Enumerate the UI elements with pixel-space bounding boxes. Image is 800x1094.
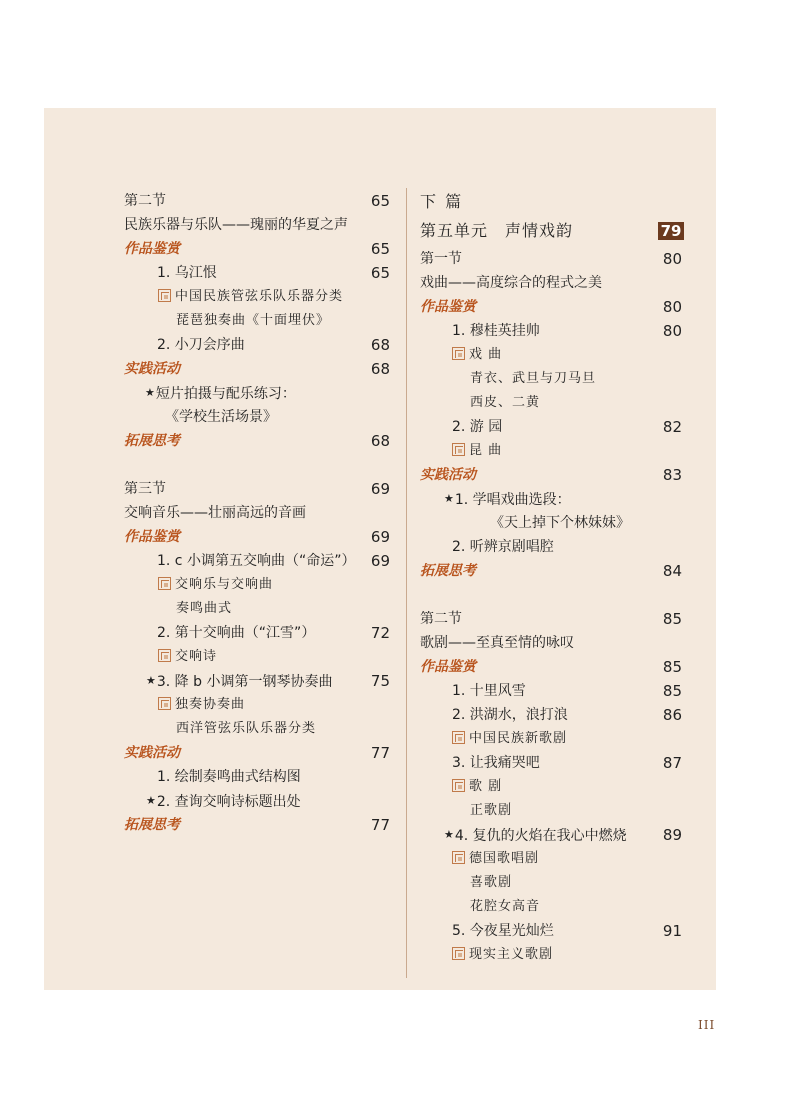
toc-item: 《学校生活场景》 bbox=[165, 409, 277, 425]
star-icon: ★ bbox=[145, 386, 155, 399]
star-icon: ★ bbox=[146, 794, 156, 807]
topic-item: 青衣、武旦与刀马旦 bbox=[470, 371, 597, 386]
page-num: 65 bbox=[370, 240, 390, 258]
topic-item: 喜歌剧 bbox=[470, 875, 513, 890]
topic-item: 昆 曲 bbox=[452, 439, 502, 463]
topic-item: 琵琶独奏曲《十面埋伏》 bbox=[176, 313, 331, 328]
section-2-page: 65 bbox=[370, 192, 390, 210]
star-icon: ★ bbox=[146, 674, 156, 687]
section-2-subtitle: 歌剧——至真至情的咏叹 bbox=[420, 631, 574, 655]
page-num: 80 bbox=[662, 322, 682, 340]
topic-item: 花腔女高音 bbox=[470, 899, 541, 914]
category-extension: 拓展思考 bbox=[124, 817, 180, 833]
topic-item: 独奏协奏曲 bbox=[158, 693, 245, 717]
topic-icon bbox=[452, 347, 465, 360]
toc-item: 《天上掉下个林妹妹》 bbox=[490, 515, 630, 531]
category-appreciation: 作品鉴赏 bbox=[420, 299, 476, 315]
star-icon: ★ bbox=[444, 492, 454, 505]
toc-item: 2. 第十交响曲（“江雪”） bbox=[157, 625, 316, 641]
topic-icon bbox=[158, 289, 171, 302]
topic-item: 交响诗 bbox=[158, 645, 217, 669]
topic-item: 交响乐与交响曲 bbox=[158, 573, 273, 597]
section-2-title: 第二节 bbox=[420, 611, 462, 627]
toc-item: 2. 小刀会序曲 bbox=[157, 337, 245, 353]
section-1-title: 第一节 bbox=[420, 251, 462, 267]
page-num: 86 bbox=[662, 706, 682, 724]
topic-icon bbox=[158, 649, 171, 662]
page-num: 68 bbox=[370, 360, 390, 378]
unit-title: 第五单元 声情戏韵 bbox=[420, 221, 574, 240]
toc-item: 3. 让我痛哭吧 bbox=[452, 755, 540, 771]
category-practice: 实践活动 bbox=[420, 467, 476, 483]
section-1-subtitle: 戏曲——高度综合的程式之美 bbox=[420, 271, 602, 295]
topic-icon bbox=[158, 697, 171, 710]
category-practice: 实践活动 bbox=[124, 745, 180, 761]
page-num: 77 bbox=[370, 816, 390, 834]
topic-item: 德国歌唱剧 bbox=[452, 847, 539, 871]
page-num: 87 bbox=[662, 754, 682, 772]
topic-item: 正歌剧 bbox=[470, 803, 513, 818]
page-num: 68 bbox=[370, 432, 390, 450]
section-3-page: 69 bbox=[370, 480, 390, 498]
topic-item: 歌 剧 bbox=[452, 775, 502, 799]
topic-item: 现实主义歌剧 bbox=[452, 943, 553, 967]
topic-item: 西皮、二黄 bbox=[470, 395, 541, 410]
page-num: 82 bbox=[662, 418, 682, 436]
category-practice: 实践活动 bbox=[124, 361, 180, 377]
topic-item: 中国民族管弦乐队乐器分类 bbox=[158, 285, 343, 309]
topic-icon bbox=[452, 443, 465, 456]
topic-item: 戏 曲 bbox=[452, 343, 502, 367]
category-appreciation: 作品鉴赏 bbox=[124, 241, 180, 257]
page-num: 69 bbox=[370, 528, 390, 546]
toc-item: ★短片拍摄与配乐练习： bbox=[145, 386, 296, 402]
page-num: 83 bbox=[662, 466, 682, 484]
page-num: 85 bbox=[662, 682, 682, 700]
toc-item: 5. 今夜星光灿烂 bbox=[452, 923, 554, 939]
toc-item: 1. c 小调第五交响曲（“命运”） bbox=[157, 553, 356, 569]
page-num: 85 bbox=[662, 658, 682, 676]
toc-item: ★3. 降 b 小调第一钢琴协奏曲 bbox=[146, 674, 333, 690]
topic-icon bbox=[452, 947, 465, 960]
page-num: 69 bbox=[370, 552, 390, 570]
toc-item: 2. 听辨京剧唱腔 bbox=[452, 539, 554, 555]
topic-item: 西洋管弦乐队乐器分类 bbox=[176, 721, 317, 736]
column-divider bbox=[406, 188, 407, 978]
category-appreciation: 作品鉴赏 bbox=[124, 529, 180, 545]
toc-item: 2. 洪湖水，浪打浪 bbox=[452, 707, 568, 723]
topic-icon bbox=[452, 731, 465, 744]
toc-item: ★2. 查询交响诗标题出处 bbox=[146, 794, 301, 810]
part-title: 下 篇 bbox=[420, 192, 464, 211]
unit-page-badge: 79 bbox=[658, 222, 684, 240]
topic-icon bbox=[452, 851, 465, 864]
topic-icon bbox=[452, 779, 465, 792]
toc-item: 1. 乌江恨 bbox=[157, 265, 217, 281]
section-2-title: 第二节 bbox=[124, 193, 166, 209]
section-1-page: 80 bbox=[662, 250, 682, 268]
topic-icon bbox=[158, 577, 171, 590]
page-num: 84 bbox=[662, 562, 682, 580]
toc-item: 1. 十里风雪 bbox=[452, 683, 526, 699]
toc-item: 1. 穆桂英挂帅 bbox=[452, 323, 540, 339]
topic-item: 中国民族新歌剧 bbox=[452, 727, 567, 751]
page-num: 75 bbox=[370, 672, 390, 690]
toc-item: ★4. 复仇的火焰在我心中燃烧 bbox=[444, 828, 627, 844]
category-extension: 拓展思考 bbox=[124, 433, 180, 449]
topic-item: 奏鸣曲式 bbox=[176, 601, 233, 616]
toc-item: ★1. 学唱戏曲选段： bbox=[444, 492, 571, 508]
page-num: 89 bbox=[662, 826, 682, 844]
toc-item: 2. 游 园 bbox=[452, 419, 503, 435]
page-number: III bbox=[698, 1018, 716, 1032]
page-num: 77 bbox=[370, 744, 390, 762]
category-extension: 拓展思考 bbox=[420, 563, 476, 579]
section-2-subtitle: 民族乐器与乐队——瑰丽的华夏之声 bbox=[124, 213, 348, 237]
page-num: 80 bbox=[662, 298, 682, 316]
page-num: 91 bbox=[662, 922, 682, 940]
section-3-title: 第三节 bbox=[124, 481, 166, 497]
page-num: 68 bbox=[370, 336, 390, 354]
section-2-page: 85 bbox=[662, 610, 682, 628]
section-3-subtitle: 交响音乐——壮丽高远的音画 bbox=[124, 501, 306, 525]
page-num: 72 bbox=[370, 624, 390, 642]
category-appreciation: 作品鉴赏 bbox=[420, 659, 476, 675]
star-icon: ★ bbox=[444, 828, 454, 841]
page-num: 65 bbox=[370, 264, 390, 282]
toc-item: 1. 绘制奏鸣曲式结构图 bbox=[157, 769, 301, 785]
